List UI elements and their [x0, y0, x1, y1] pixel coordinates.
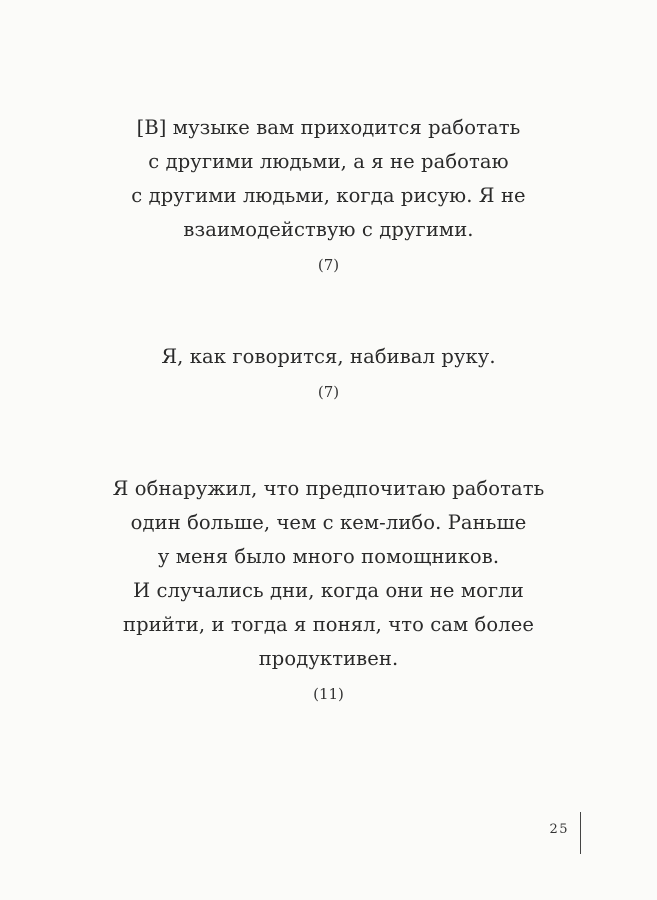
quote-line: [В] музыке вам приходится работать — [136, 116, 521, 139]
quote-line: продуктивен. — [258, 647, 399, 670]
quote-3 — [0, 472, 657, 704]
quote-reference: (7) — [317, 256, 340, 274]
quote-1 — [0, 111, 657, 275]
quote-reference: (11) — [313, 685, 344, 703]
quote-line: взаимодействую с другими. — [183, 218, 474, 241]
quote-line: И случались дни, когда они не могли — [133, 579, 524, 602]
quote-line: прийти, и тогда я понял, что сам более — [122, 613, 535, 636]
quote-line: Я, как говорится, набивал руку. — [161, 345, 496, 368]
quote-line: у меня было много помощников. — [157, 545, 500, 568]
page-number: 25 — [549, 822, 569, 837]
quote-reference: (7) — [317, 383, 340, 401]
quote-line: один больше, чем с кем-либо. Раньше — [130, 511, 527, 534]
quote-line: Я обнаружил, что предпочитаю работать — [112, 477, 545, 500]
quote-line: с другими людьми, а я не работаю — [148, 150, 509, 173]
quote-2 — [0, 340, 657, 402]
page-number-divider — [580, 812, 581, 854]
quote-line: с другими людьми, когда рисую. Я не — [131, 184, 526, 207]
